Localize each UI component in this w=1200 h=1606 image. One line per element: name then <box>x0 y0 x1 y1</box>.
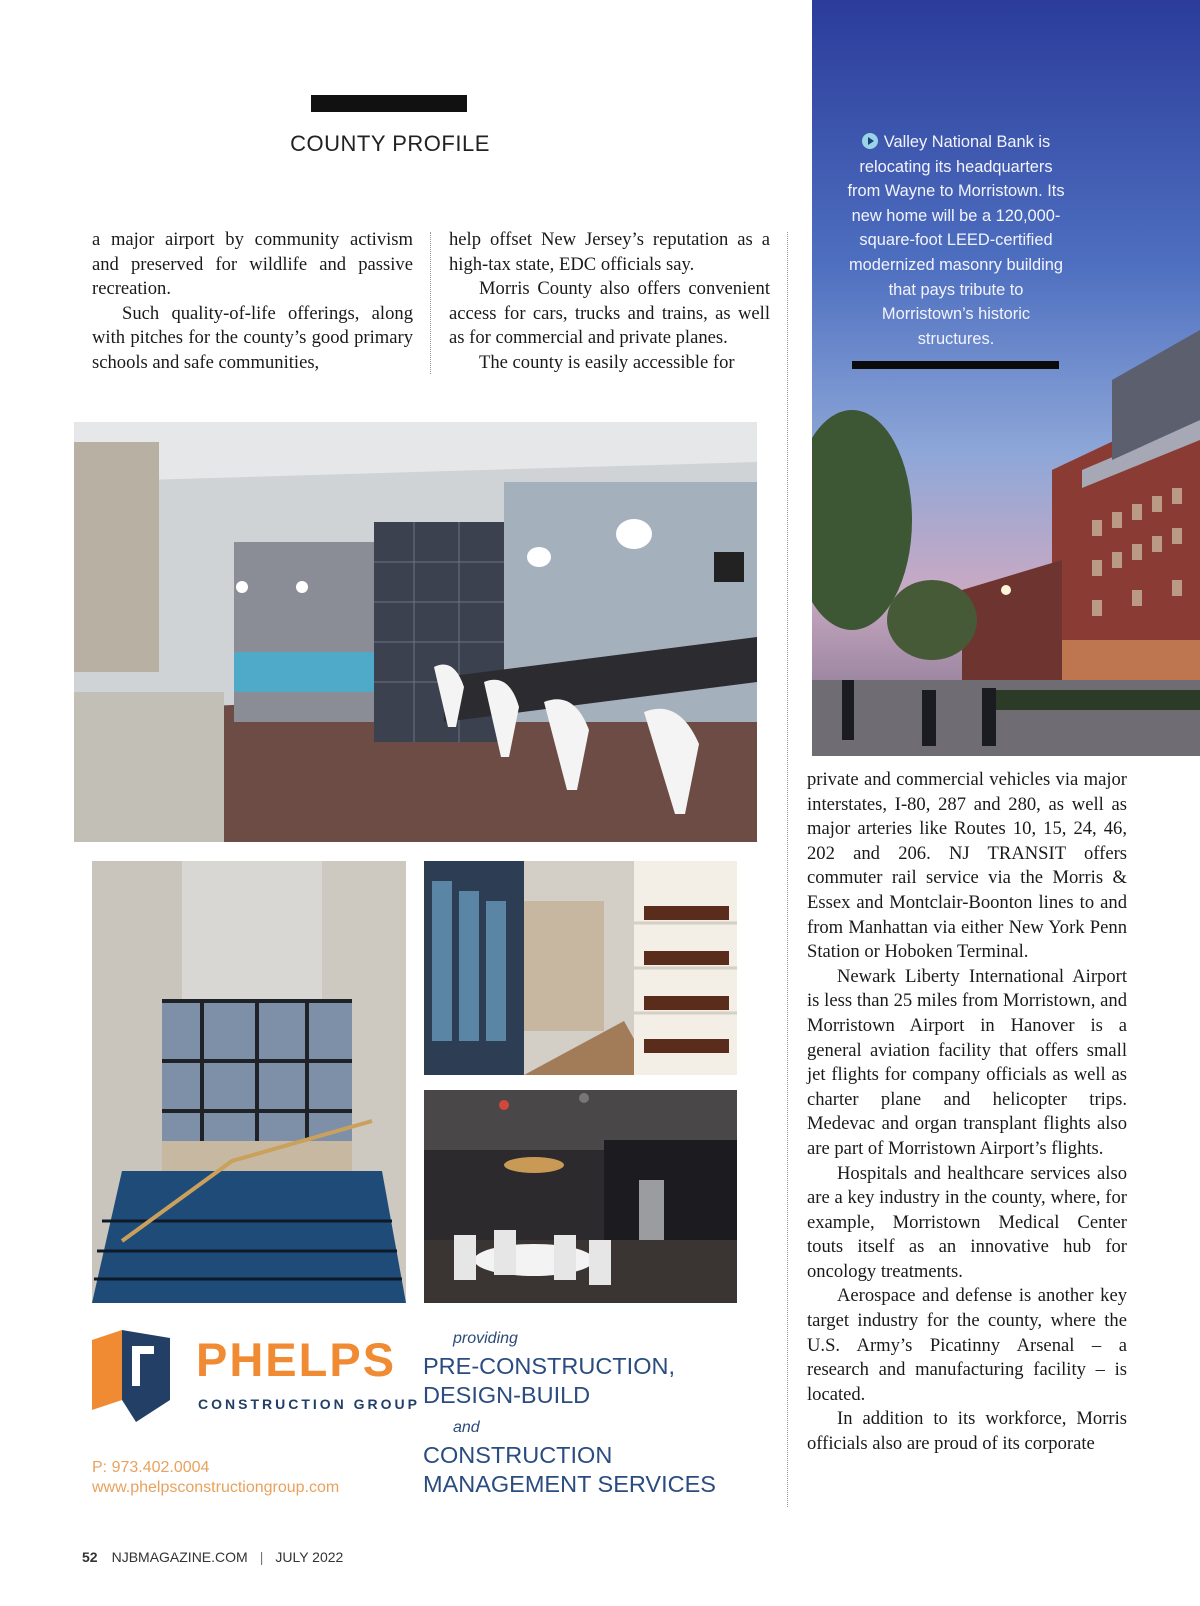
paragraph: Newark Liberty International Airport is less than 25 miles from Morristown, and Morristown Airport in Hanover is a general aviation facility that offers small jet flights for company officials as well as charter plane and helicopter trips. Medevac and organ transplant flights also are part of Morristown Airport’s flights. <box>807 965 1127 1159</box>
ad-providing-label: providing <box>453 1330 518 1347</box>
paragraph: In addition to its workforce, Morris officials also are proud of its corporate <box>807 1408 1127 1455</box>
ad-service-line: CONSTRUCTION <box>423 1442 613 1468</box>
ad-service-line: MANAGEMENT SERVICES <box>423 1471 716 1497</box>
pantry-photo <box>424 861 737 1075</box>
page-footer <box>82 1549 343 1565</box>
paragraph: Aerospace and defense is another key target industry for the county, where the U.S. Army’s Picatinny Arsenal – a research and manufacturing facility – is located. <box>807 1285 1127 1405</box>
ad-and-label: and <box>453 1419 480 1436</box>
play-circle-icon <box>862 133 878 149</box>
page-number: 52 <box>82 1549 98 1565</box>
footer-separator: | <box>259 1549 264 1565</box>
office-kitchen-photo <box>74 422 757 842</box>
ad-service-line: PRE-CONSTRUCTION, <box>423 1353 675 1379</box>
bank-building-photo <box>812 0 1200 756</box>
ad-brand-name: PHELPS <box>196 1333 397 1386</box>
ad-phone: P: 973.402.0004 <box>92 1459 210 1476</box>
paragraph: Morris County also offers convenient access for cars, trucks and trains, as well as for commercial and private planes. <box>449 278 770 349</box>
stairwell-photo <box>92 861 406 1303</box>
article-column-2 <box>449 228 770 376</box>
paragraph: Such quality-of-life offerings, along with pitches for the county’s good primary schools and safe communities, <box>92 302 413 373</box>
ad-brand-subtitle: CONSTRUCTION GROUP <box>198 1396 420 1412</box>
ad-service-line: DESIGN-BUILD <box>423 1382 591 1408</box>
section-rule-bar <box>311 95 467 112</box>
caption-rule-bar <box>852 361 1059 369</box>
lounge-photo <box>424 1090 737 1303</box>
phelps-logo-icon <box>92 1330 170 1422</box>
column-divider <box>787 232 788 1507</box>
footer-site: NJBMAGAZINE.COM <box>111 1549 248 1565</box>
paragraph: The county is easily accessible for <box>479 351 735 373</box>
paragraph: private and commercial vehicles via major interstates, I-80, 287 and 280, as well as major arteries like Routes 10, 15, 24, 46, 202 and 206. NJ TRANSIT offers commuter rail service via the Morris & Essex and Montclair-Boonton lines to and from Manhattan via either New York Penn Station or Hoboken Terminal. <box>807 769 1127 963</box>
article-column-1 <box>92 228 413 376</box>
section-label: COUNTY PROFILE <box>290 131 490 156</box>
paragraph: a major airport by community activism and preserved for wildlife and passive recreation. <box>92 229 413 300</box>
photo-caption: Valley National Bank is relocating its headquarters from Wayne to Morristown. Its new home will be a 120,000-square-foot LEED-certified modernized masonry building that pays tribute to Morristown’s historic structures. <box>847 133 1065 348</box>
ad-website-link[interactable]: www.phelpsconstructiongroup.com <box>92 1479 340 1496</box>
column-divider <box>430 232 431 374</box>
article-column-3 <box>807 768 1127 1457</box>
footer-issue: JULY 2022 <box>275 1549 344 1565</box>
paragraph: Hospitals and healthcare services also are a key industry in the county, where, for example, Morristown Medical Center touts itself as an innovative hub for oncology treatments. <box>807 1162 1127 1282</box>
paragraph: help offset New Jersey’s reputation as a high-tax state, EDC officials say. <box>449 229 770 275</box>
